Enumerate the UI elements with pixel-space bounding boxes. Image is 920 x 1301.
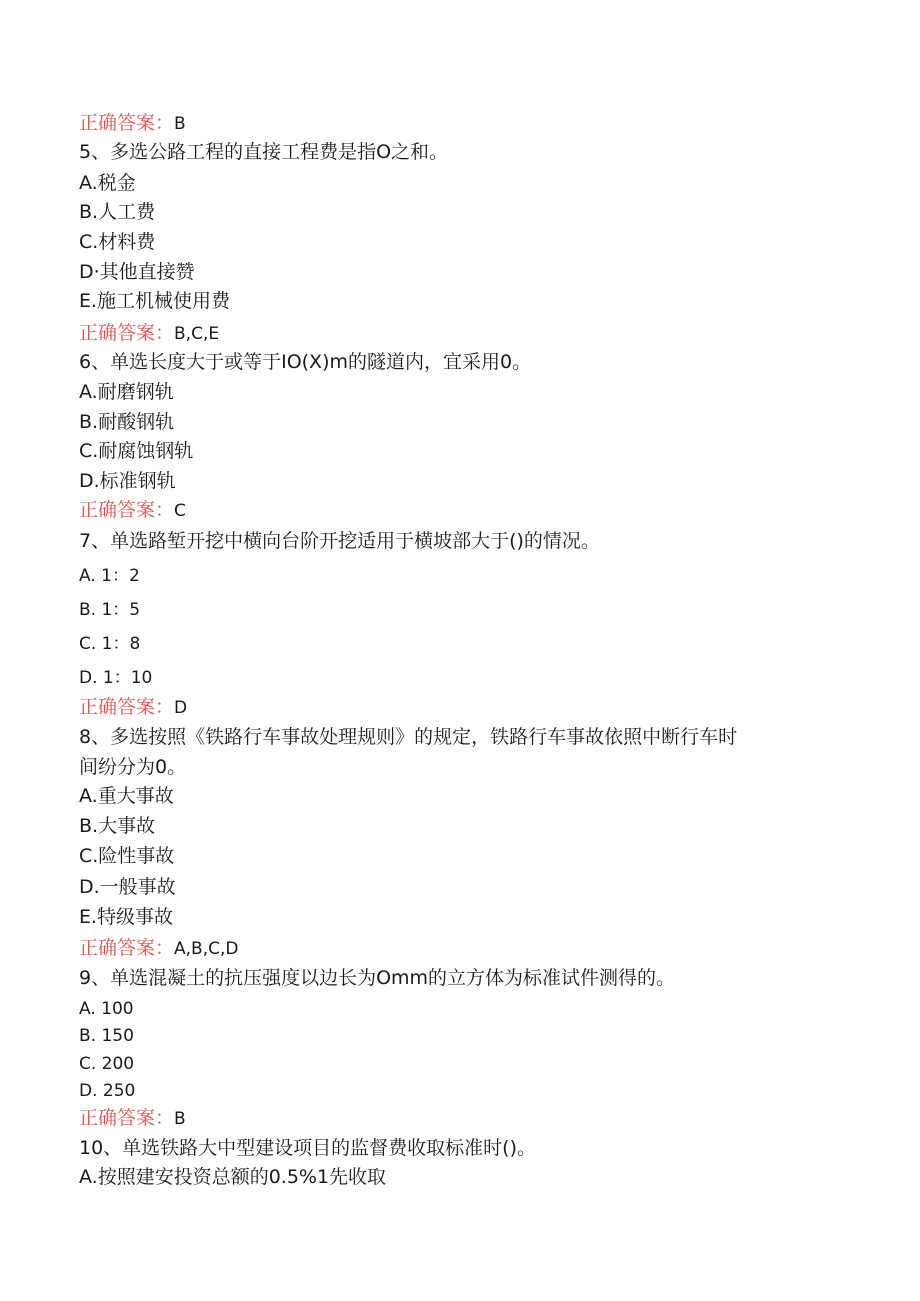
question-9: 9、单选混凝土的抗压强度以边长为Omm的立方体为标准试件测得的。 [79,967,676,989]
option-8d: D.一般事故 [79,876,176,898]
option-9b: B. 150 [79,1026,134,1046]
answer-value: B [174,114,186,134]
answer-label: 正确答案： [79,112,175,134]
option-7d: D. 1：10 [79,668,153,688]
answer-label: 正确答案： [79,937,175,959]
answer-label: 正确答案： [79,696,175,718]
option-6d: D.标准钢轨 [79,470,176,492]
question-7: 7、单选路堑开挖中横向台阶开挖适用于横坡部大于()的情况。 [79,530,600,552]
option-9c: C. 200 [79,1054,135,1074]
option-8c: C.险性事故 [79,845,175,867]
question-8-line2: 间纷分为0。 [79,756,187,778]
option-5b: B.人工费 [79,201,156,223]
answer-value: B [174,1109,186,1129]
option-8e: E.特级事故 [79,906,174,928]
option-7a: A. 1：2 [79,566,140,586]
option-6c: C.耐腐蚀钢轨 [79,440,194,462]
answer-label: 正确答案： [79,499,175,521]
question-5: 5、多选公路工程的直接工程费是指O之和。 [79,141,449,163]
answer-label: 正确答案： [79,1107,175,1129]
question-10: 10、单选铁路大中型建设项目的监督费收取标准时()。 [79,1137,537,1159]
answer-line-q8 [79,936,238,961]
option-8a: A.重大事故 [79,785,174,807]
answer-value: B,C,E [174,324,220,344]
answer-line-q6 [79,498,186,523]
option-9a: A. 100 [79,999,134,1019]
option-7c: C. 1：8 [79,634,141,654]
option-9d: D. 250 [79,1081,136,1101]
question-6: 6、单选长度大于或等于IO(X)m的隧道内，宜采用0。 [79,351,532,373]
answer-line-q5 [79,321,219,346]
answer-value: C [174,501,186,521]
answer-line-q7 [79,695,187,720]
question-8-line1: 8、多选按照《铁路行车事故处理规则》的规定，铁路行车事故依照中断行车时 [79,726,738,748]
answer-value: D [174,698,188,718]
answer-value: A,B,C,D [174,939,239,959]
option-6b: B.耐酸钢轨 [79,411,175,433]
option-5d: D·其他直接赞 [79,261,195,283]
answer-line-q4 [79,111,186,136]
option-8b: B.大事故 [79,815,156,837]
option-6a: A.耐磨钢轨 [79,381,174,403]
option-10a: A.按照建安投资总额的0.5%1先收取 [79,1166,387,1188]
option-5e: E.施工机械使用费 [79,290,231,312]
option-5a: A.税金 [79,172,136,194]
option-7b: B. 1：5 [79,600,141,620]
option-5c: C.材料费 [79,231,156,253]
answer-line-q9 [79,1106,186,1131]
answer-label: 正确答案： [79,322,175,344]
